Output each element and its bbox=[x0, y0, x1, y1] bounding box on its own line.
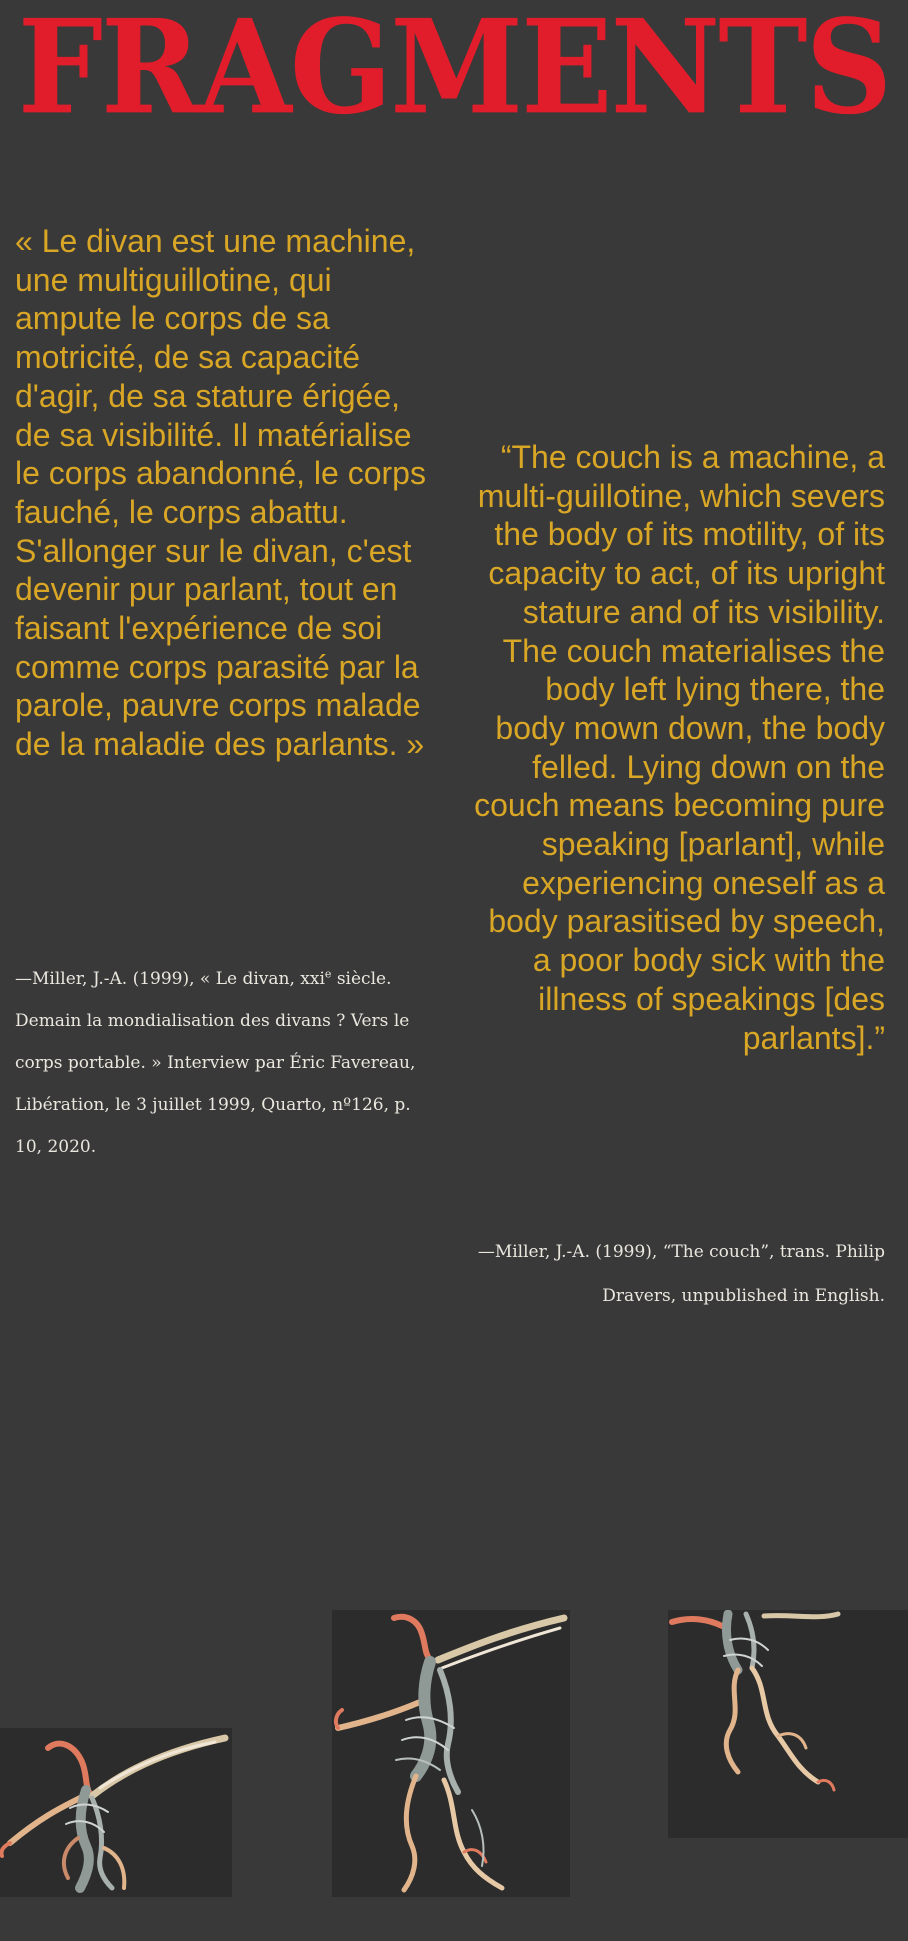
dancing-figure-image-2 bbox=[332, 1610, 570, 1897]
dancing-figure-image-3 bbox=[668, 1610, 908, 1838]
dancing-figure-illustration-icon bbox=[0, 1728, 232, 1897]
english-quote: “The couch is a machine, a multi-guillotine, which severs the body of its motility, of its capacity to act, of its upright stature and of its visibility. The couch materialises the body left lying there, the body mown down, the body felled. Lying down on the couch means becoming pure speaking [parlant], while experiencing oneself as a body parasitised by speech, a poor body sick with the illness of speakings [des parlants].” bbox=[474, 439, 885, 1056]
french-citation-text-start: —Miller, J.-A. (1999), « Le divan, xxi bbox=[15, 969, 325, 989]
french-citation bbox=[15, 958, 435, 1168]
dancing-figure-illustration-icon bbox=[332, 1610, 570, 1897]
english-citation: —Miller, J.-A. (1999), “The couch”, trans. Philip Dravers, unpublished in English. bbox=[477, 1242, 885, 1306]
page-title: FRAGMENTS bbox=[17, 0, 891, 144]
french-quote: « Le divan est une machine, une multiguillotine, qui ampute le corps de sa motricité, de sa capacité d'agir, de sa stature érigée, de sa visibilité. Il matérialise le corps abandonné, le corps fauché, le corps abattu. S'allonger sur le divan, c'est devenir pur parlant, tout en faisant l'expérience de soi comme corps parasité par la parole, pauvre corps malade de la maladie des parlants. » bbox=[15, 223, 426, 763]
french-citation-superscript: e bbox=[324, 967, 332, 981]
dancing-figure-image-1 bbox=[0, 1728, 232, 1897]
dancing-figure-illustration-icon bbox=[668, 1610, 908, 1838]
french-citation-text-end: siècle. Demain la mondialisation des divans ? Vers le corps portable. » Interview par Éric Favereau, Libération, le 3 juillet 1999, Quarto, nº126, p. 10, 2020. bbox=[15, 969, 416, 1157]
